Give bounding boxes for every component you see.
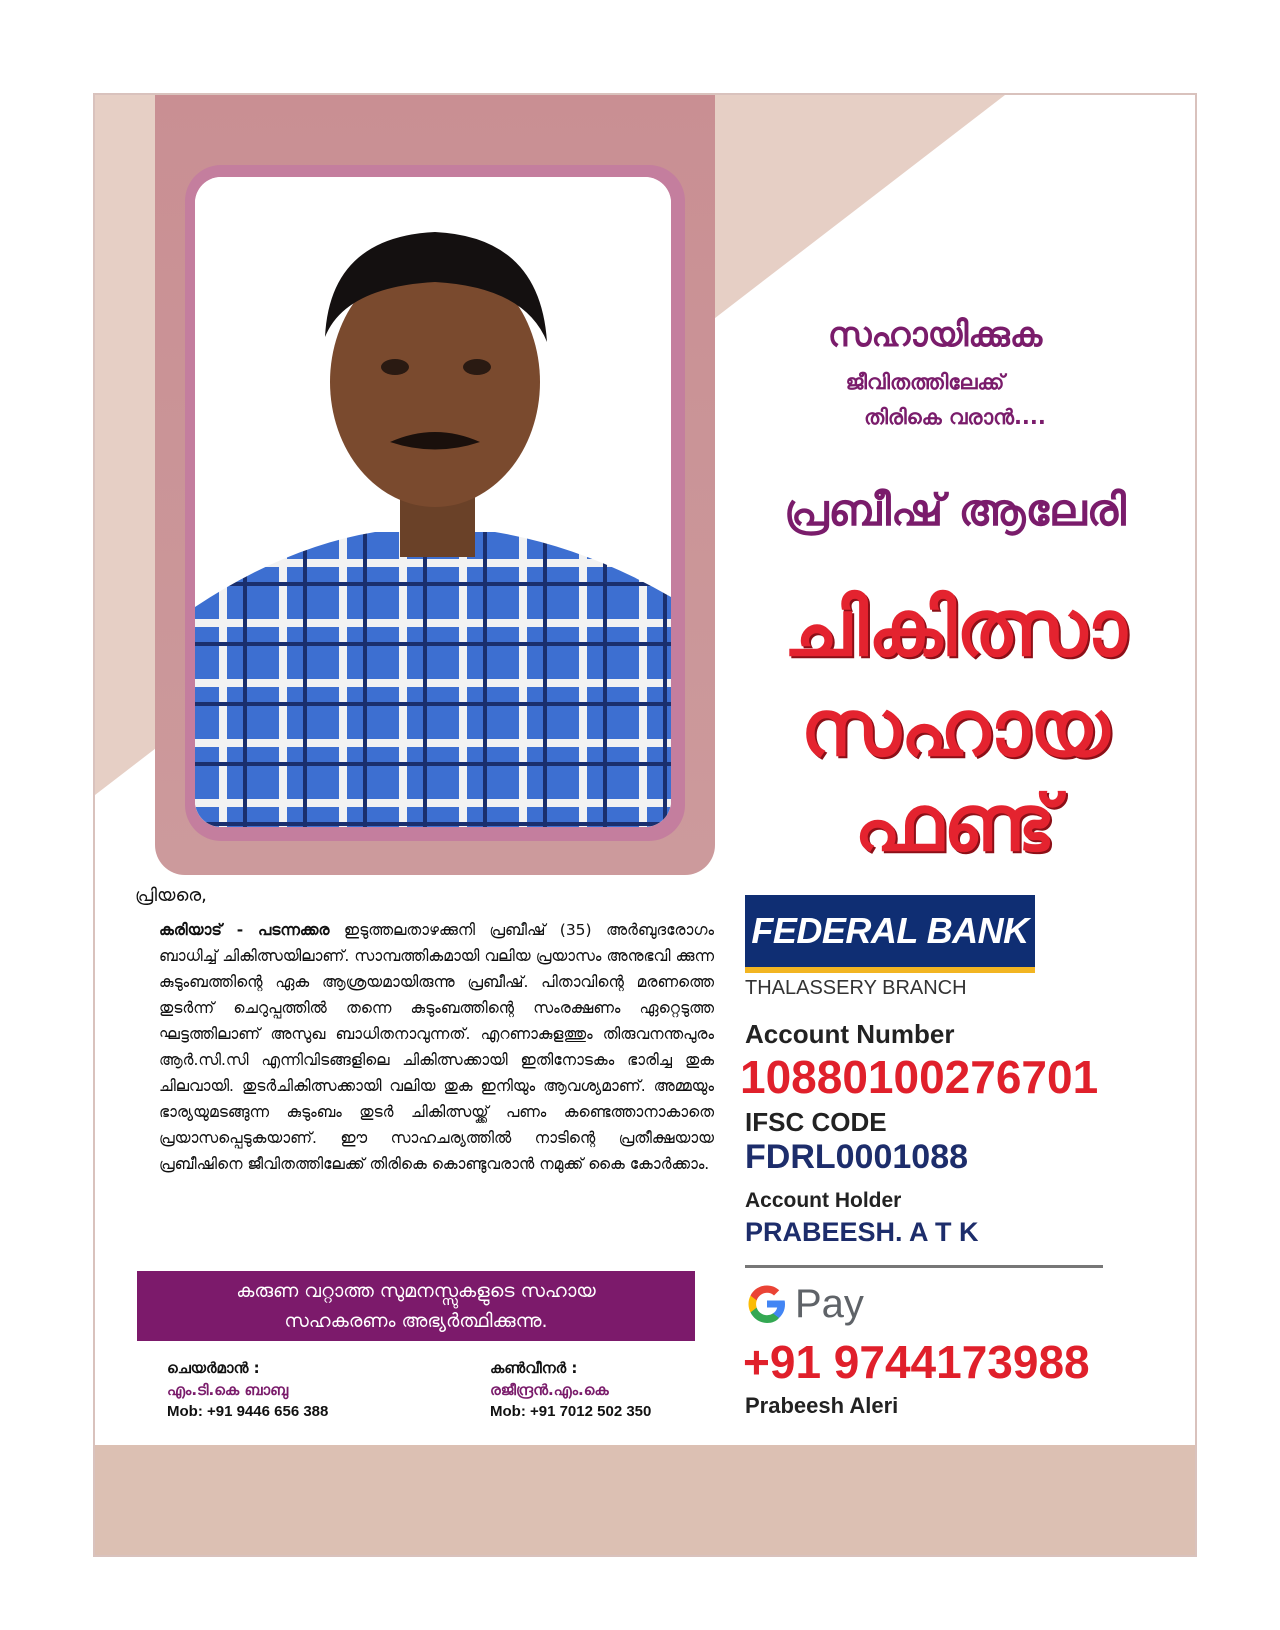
bank-branch: THALASSERY BRANCH (745, 977, 967, 999)
portrait-photo (195, 177, 671, 827)
salutation: പ്രിയരെ, (135, 885, 207, 906)
letter-body (159, 917, 714, 1177)
fund-title-line2: സഹായ (800, 684, 1110, 774)
google-g-icon (745, 1282, 789, 1326)
chairman-mobile: Mob: +91 9446 656 388 (167, 1403, 329, 1420)
person-name: പ്രബീഷ് ആലേരി (784, 485, 1126, 536)
convener-name: രജീന്ദ്രൻ.എം.കെ (490, 1381, 609, 1399)
gpay-logo (745, 1277, 864, 1331)
account-holder-name: PRABEESH. A T K (745, 1217, 979, 1247)
fund-title-line3: ഫണ്ട് (854, 779, 1056, 869)
letter-text: ഇടുത്തലതാഴക്കുനി പ്രബീഷ് (35) അർബുദരോഗം ബാധിച്ച് ചികിത്സയിലാണ്. സാമ്പത്തികമായി വലിയ പ്രയാസം അനുഭവി ക്കുന്ന കുടുംബത്തിന്റെ ഏക ആശ്രയമായിരുന്നു പ്രബീഷ്. പിതാവിന്റെ മരണത്തെ തുടർന്ന് ചെറുപ്പത്തിൽ തന്നെ കുടുംബത്തിന്റെ സംരക്ഷണം ഏറ്റെടുത്ത ഘട്ടത്തിലാണ് അസുഖ ബാധിതനാവുന്നത്. എറണാകുളത്തും തിരുവനന്തപുരം ആർ.സി.സി എന്നിവിടങ്ങളിലെ ചികിത്സക്കായി ഇതിനോടകം ഭാരിച്ച തുക ചിലവായി. തുടർചികിത്സക്കായി വലിയ തുക ഇനിയും ആവശ്യമാണ്. അമ്മയും ഭാര്യയുമടങ്ങുന്ന കുടുംബം തുടർ ചികിത്സയ്ക്ക് പണം കണ്ടെത്താനാകാതെ പ്രയാസപ്പെടുകയാണ്. ഈ സാഹചര്യത്തിൽ നാടിന്റെ പ്രതീക്ഷയായ പ്രബീഷിനെ ജീവിതത്തിലേക്ക് തിരികെ കൊണ്ടുവരാൻ നമുക്ക് കൈ കോർക്കാം. (159, 921, 714, 1173)
signatory-chairman (167, 1357, 328, 1423)
federal-bank-logo: FEDERAL BANK (745, 895, 1035, 973)
ifsc-label: IFSC CODE (745, 1107, 887, 1137)
fund-title-line1: ചികിത്സാ (783, 584, 1127, 674)
convener-role: കൺവീനർ : (490, 1359, 578, 1377)
appeal-banner (137, 1271, 695, 1341)
help-subtitle-line2: തിരികെ വരാൻ.... (864, 405, 1046, 429)
account-number-label: Account Number (745, 1019, 955, 1049)
signatory-convener (490, 1357, 651, 1423)
help-subtitle-line1: ജീവിതത്തിലേക്ക് (845, 370, 1005, 394)
gpay-holder: Prabeesh Aleri (745, 1393, 899, 1418)
letter-lead: കരിയാട് - പടന്നക്കര (159, 921, 330, 939)
gpay-phone: +91 9744173988 (743, 1336, 1090, 1388)
poster (93, 93, 1197, 1557)
appeal-line1: കരുണ വറ്റാത്ത സുമനസ്സുകളുടെ സഹായ (236, 1280, 596, 1302)
account-holder-label: Account Holder (745, 1189, 902, 1212)
gpay-label: Pay (795, 1281, 864, 1326)
convener-mobile: Mob: +91 7012 502 350 (490, 1403, 652, 1420)
footer-band (95, 1445, 1195, 1555)
divider (745, 1265, 1103, 1268)
chairman-role: ചെയർമാൻ : (167, 1359, 260, 1377)
ifsc-code: FDRL0001088 (745, 1138, 969, 1176)
account-number: 10880100276701 (740, 1051, 1099, 1103)
help-title: സഹായിക്കുക (827, 315, 1043, 355)
appeal-line2: സഹകരണം അഭ്യർത്ഥിക്കുന്നു. (284, 1310, 548, 1332)
chairman-name: എം.ടി.കെ ബാബു (167, 1381, 289, 1399)
